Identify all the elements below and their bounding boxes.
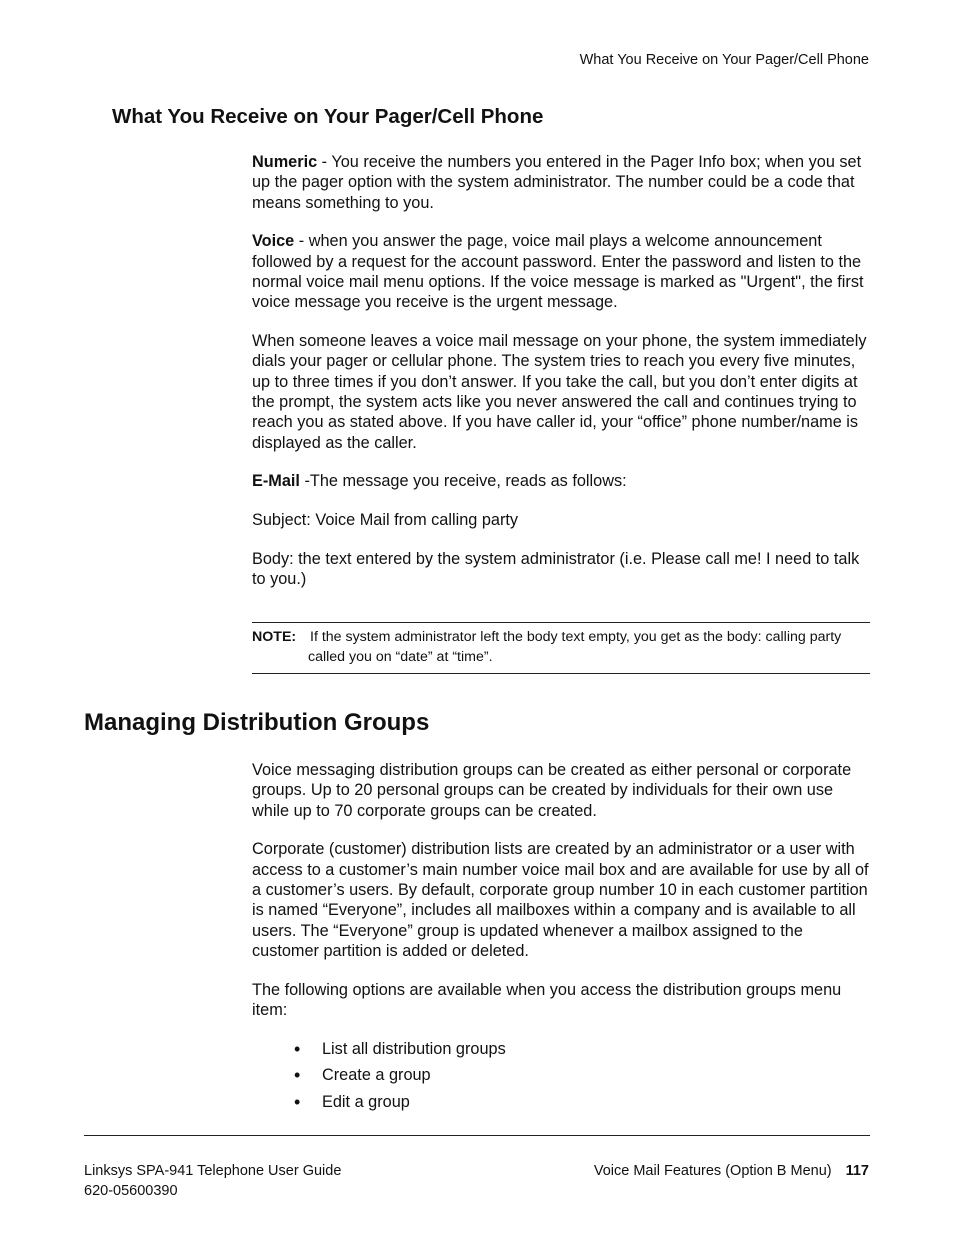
callback-paragraph: When someone leaves a voice mail message on your phone, the system immediately dials your pager or cellular phone. The system tries to reach you every five minutes, up to three times if you don’t answer. If you take the call, but you don’t enter digits at the prompt, the system acts like you never answered the call and continues trying to reach you as stated above. If you have caller id, your “office” phone number/name is displayed as the caller. <box>252 332 867 452</box>
pager-section-body <box>252 152 874 608</box>
running-header: What You Receive on Your Pager/Cell Phone <box>579 52 869 68</box>
list-item-label: Create a group <box>322 1066 431 1085</box>
voice-term: Voice <box>252 232 295 251</box>
list-item-label: Edit a group <box>322 1092 410 1111</box>
list-item <box>252 1092 874 1119</box>
footer-right <box>594 1161 869 1181</box>
footer-left <box>84 1161 341 1201</box>
voice-text: - when you answer the page, voice mail plays a welcome announcement followed by a request for the account password. Enter the password and listen to the normal voice mail menu options. If the voice message is marked as "Urgent", the first voice message you receive is the urgent message. <box>252 232 864 312</box>
note-text: If the system administrator left the body text empty, you get as the body: calling party called you on “date” at “time”. <box>308 629 842 665</box>
numeric-term: Numeric <box>252 153 318 171</box>
document-number: 620-05600390 <box>84 1183 178 1199</box>
list-item <box>252 1065 874 1092</box>
email-paragraph <box>252 471 874 491</box>
section-heading-pager: What You Receive on Your Pager/Cell Phone <box>112 105 544 128</box>
email-text: -The message you receive, reads as follows: <box>299 472 627 491</box>
numeric-paragraph <box>252 152 874 213</box>
note-label: NOTE: <box>252 629 297 645</box>
chapter-title: Voice Mail Features (Option B Menu) <box>593 1163 832 1179</box>
note-box <box>252 622 870 674</box>
page-number: 117 <box>845 1163 869 1179</box>
bullet-icon: • <box>294 1065 301 1086</box>
numeric-text: - You receive the numbers you entered in the Pager Info box; when you set up the pager option with the system administrator. The number could be a code that means something to you. <box>252 153 862 212</box>
distribution-section-body <box>252 760 874 1118</box>
options-intro-paragraph: The following options are available when you access the distribution groups menu item: <box>252 980 842 1019</box>
options-list <box>252 1039 874 1119</box>
body-line: Body: the text entered by the system administrator (i.e. Please call me! I need to talk to you.) <box>252 549 860 589</box>
groups-intro-paragraph: Voice messaging distribution groups can be created as either personal or corporate groups. Up to 20 personal groups can be created by individuals for their own use while up to 70 corporate groups can be created. <box>252 761 852 820</box>
subject-line: Subject: Voice Mail from calling party <box>252 511 519 530</box>
bullet-icon: • <box>294 1038 301 1059</box>
bullet-icon: • <box>294 1091 301 1112</box>
list-item <box>252 1039 874 1066</box>
voice-paragraph <box>252 231 874 312</box>
list-item-label: List all distribution groups <box>322 1039 506 1058</box>
email-term: E-Mail <box>252 472 300 491</box>
corporate-lists-paragraph: Corporate (customer) distribution lists are created by an administrator or a user with access to a customer’s main number voice mail box and are available for use by all of a customer’s users. By default, corporate group number 10 in each customer partition is named “Everyone”, includes all mailboxes within a company and is available to all users. The “Everyone” group is updated whenever a mailbox assigned to the customer partition is added or deleted. <box>252 840 869 960</box>
footer-divider <box>84 1135 870 1136</box>
section-heading-distribution-groups: Managing Distribution Groups <box>84 709 430 736</box>
guide-title: Linksys SPA-941 Telephone User Guide <box>84 1163 342 1179</box>
